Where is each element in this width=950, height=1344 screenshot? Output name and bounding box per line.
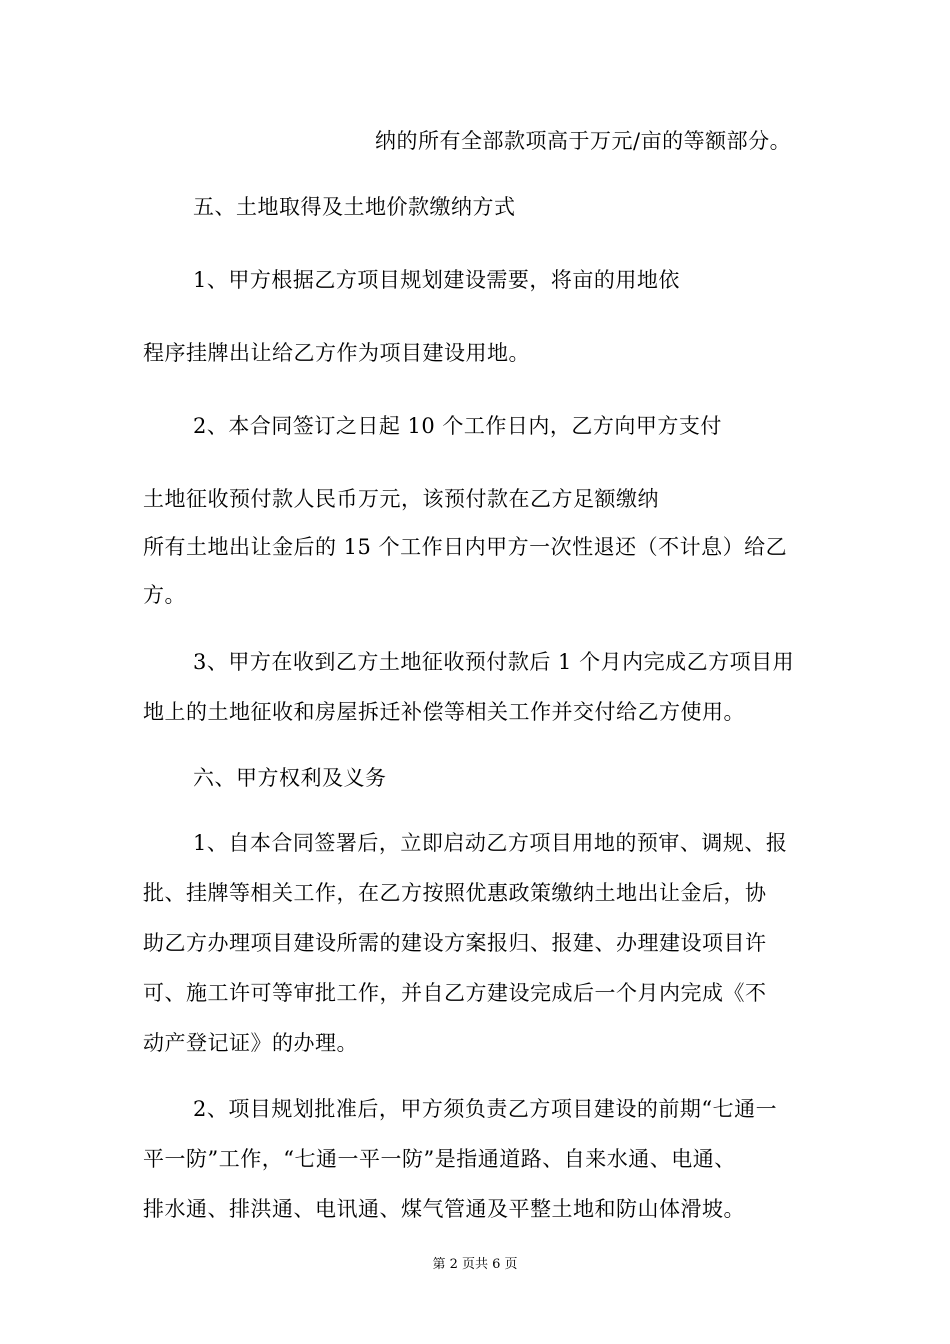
text-line: 程序挂牌出让给乙方作为项目建设用地。 xyxy=(143,341,530,365)
text-line: 动产登记证》的办理。 xyxy=(143,1031,358,1055)
text-line: 平一防”工作，“七通一平一防”是指通道路、自来水通、电通、 xyxy=(143,1147,736,1171)
text-line: 纳的所有全部款项高于万元/亩的等额部分。 xyxy=(375,129,792,153)
text-line: 排水通、排洪通、电讯通、煤气管通及平整土地和防山体滑坡。 xyxy=(143,1197,745,1221)
text-line: 地上的土地征收和房屋拆迁补偿等相关工作并交付给乙方使用。 xyxy=(143,700,745,724)
text-line: 2、本合同签订之日起 10 个工作日内，乙方向甲方支付 xyxy=(193,414,722,438)
text-line: 方。 xyxy=(143,583,186,607)
text-line: 2、项目规划批准后，甲方须负责乙方项目建设的前期“七通一 xyxy=(193,1097,778,1121)
text-line: 土地征收预付款人民币万元，该预付款在乙方足额缴纳 xyxy=(143,487,659,511)
section-heading: 五、土地取得及土地价款缴纳方式 xyxy=(193,195,516,219)
text-line: 3、甲方在收到乙方土地征收预付款后 1 个月内完成乙方项目用 xyxy=(193,650,795,674)
text-line: 所有土地出让金后的 15 个工作日内甲方一次性退还（不计息）给乙 xyxy=(143,535,788,559)
text-line: 1、甲方根据乙方项目规划建设需要，将亩的用地依 xyxy=(193,268,680,292)
text-line: 批、挂牌等相关工作，在乙方按照优惠政策缴纳土地出让金后，协 xyxy=(143,881,767,905)
section-heading: 六、甲方权利及义务 xyxy=(193,766,387,790)
page-number-footer: 第 2 页共 6 页 xyxy=(432,1257,518,1272)
text-line: 可、施工许可等审批工作，并自乙方建设完成后一个月内完成《不 xyxy=(143,981,767,1005)
text-line: 助乙方办理项目建设所需的建设方案报归、报建、办理建设项目许 xyxy=(143,931,767,955)
text-line: 1、自本合同签署后，立即启动乙方项目用地的预审、调规、报 xyxy=(193,831,788,855)
